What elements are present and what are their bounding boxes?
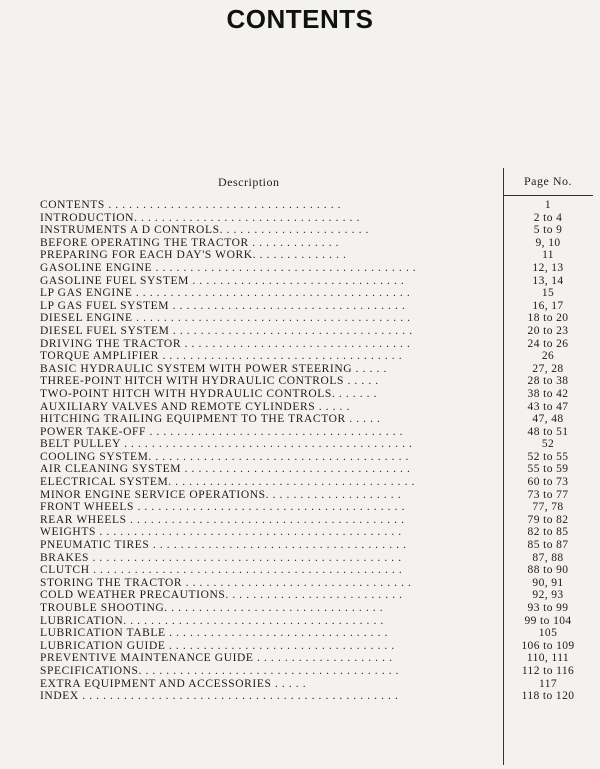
toc-entry	[40, 363, 600, 376]
toc-entry-title: COOLING SYSTEM. . . . . . . . . . . . . . . . . . . . . . . . . . . . . . . . . . . . . .	[40, 450, 410, 463]
page-number-column-header: Page No.	[524, 174, 572, 188]
toc-entry	[40, 514, 600, 527]
toc-entry-page: 118 to 120	[521, 690, 575, 703]
toc-entry	[40, 438, 600, 451]
description-column-header: Description	[218, 175, 280, 189]
toc-entry-page: 106 to 109	[521, 639, 575, 652]
toc-entry-page: 79 to 82	[527, 513, 569, 526]
toc-entry-title: CLUTCH . . . . . . . . . . . . . . . . . . . . . . . . . . . . . . . . . . . . . . . . . . . . .	[40, 564, 403, 577]
toc-entry-title: CONTENTS . . . . . . . . . . . . . . . . . . . . . . . . . . . . . . . . . .	[40, 199, 342, 211]
toc-entry-title: HITCHING TRAILING EQUIPMENT TO THE TRACTOR . . . . .	[40, 413, 381, 426]
toc-entry-title: WEIGHTS . . . . . . . . . . . . . . . . . . . . . . . . . . . . . . . . . . . . . . . . . . . .	[40, 526, 402, 539]
toc-entry-page: 16, 17	[532, 299, 564, 312]
toc-entry-title: LP GAS ENGINE . . . . . . . . . . . . . . . . . . . . . . . . . . . . . . . . . . . . . . . .	[40, 287, 411, 300]
toc-entry-title: GASOLINE ENGINE . . . . . . . . . . . . . . . . . . . . . . . . . . . . . . . . . . . . . .	[40, 261, 417, 274]
toc-entry-page: 24 to 26	[527, 337, 569, 350]
toc-entry-page: 105	[538, 627, 558, 640]
toc-entry-title: INTRODUCTION. . . . . . . . . . . . . . . . . . . . . . . . . . . . . . . . .	[40, 211, 360, 224]
toc-entry-page: 27, 28	[532, 362, 564, 375]
toc-entry-page: 85 to 87	[527, 539, 569, 552]
toc-entry-page: 73 to 77	[527, 488, 569, 501]
toc-entry-title: AUXILIARY VALVES AND REMOTE CYLINDERS . . . . .	[40, 400, 350, 413]
toc-entry-title: COLD WEATHER PRECAUTIONS. . . . . . . . . . . . . . . . . . . . . . . . . .	[40, 589, 403, 602]
toc-entry-page: 11	[542, 249, 554, 262]
toc-entry-page: 55 to 59	[527, 463, 569, 476]
toc-entry-title: BASIC HYDRAULIC SYSTEM WITH POWER STEERING . . . . .	[40, 362, 387, 375]
toc-entry-title: POWER TAKE-OFF . . . . . . . . . . . . . . . . . . . . . . . . . . . . . . . . . . . . .	[40, 425, 404, 438]
toc-entry-page: 93 to 99	[527, 602, 569, 614]
toc-entry-page: 9, 10	[535, 236, 561, 249]
page-title: CONTENTS	[226, 4, 374, 34]
toc-entry-page: 2 to 4	[533, 211, 563, 224]
toc-entry-page: 99 to 104	[524, 614, 572, 627]
toc-entry	[40, 287, 600, 300]
toc-entry-title: AIR CLEANING SYSTEM . . . . . . . . . . . . . . . . . . . . . . . . . . . . . . . . .	[40, 463, 411, 476]
toc-entry-page: 18 to 20	[527, 312, 569, 325]
toc-entry-title: SPECIFICATIONS. . . . . . . . . . . . . . . . . . . . . . . . . . . . . . . . . . . . . .	[40, 664, 400, 677]
toc-entry	[40, 526, 600, 539]
toc-entry	[40, 212, 600, 225]
header-rule	[503, 195, 593, 196]
toc-entry-title: GASOLINE FUEL SYSTEM . . . . . . . . . . . . . . . . . . . . . . . . . . . . . . .	[40, 274, 405, 287]
toc-entry-page: 60 to 73	[527, 476, 569, 489]
toc-entry	[40, 489, 600, 502]
toc-entry-title: INSTRUMENTS A D CONTROLS. . . . . . . . . . . . . . . . . . . . . .	[40, 224, 369, 237]
toc-entry-page: 112 to 116	[521, 664, 575, 677]
toc-entry-title: TWO-POINT HITCH WITH HYDRAULIC CONTROLS. . . . . . .	[40, 387, 378, 400]
toc-entry-page: 52	[541, 438, 555, 451]
toc-entry-title: PNEUMATIC TIRES . . . . . . . . . . . . . . . . . . . . . . . . . . . . . . . . . . . . .	[40, 539, 407, 552]
toc-entry-title: BRAKES . . . . . . . . . . . . . . . . . . . . . . . . . . . . . . . . . . . . . . . . . . . . .	[40, 551, 402, 564]
toc-entry	[40, 388, 600, 401]
toc-entry-page: 77, 78	[532, 501, 564, 514]
toc-entry-page: 12, 13	[532, 261, 564, 274]
toc-entry-title: PREPARING FOR EACH DAY'S WORK. . . . . . . . . . . . . .	[40, 249, 347, 262]
toc-entry-title: DRIVING THE TRACTOR . . . . . . . . . . . . . . . . . . . . . . . . . . . . . . . . .	[40, 337, 411, 350]
toc-entry	[40, 426, 600, 439]
toc-entry	[40, 300, 600, 313]
toc-entry	[40, 678, 600, 691]
toc-entry-title: ELECTRICAL SYSTEM. . . . . . . . . . . . . . . . . . . . . . . . . . . . . . . . . . . .	[40, 476, 416, 489]
toc-entry	[40, 640, 600, 653]
toc-entry	[40, 652, 600, 665]
toc-entry	[40, 262, 600, 275]
toc-entry-page: 20 to 23	[527, 324, 569, 337]
toc-entry-page: 47, 48	[532, 413, 564, 426]
toc-entry	[40, 564, 600, 577]
toc-entry-title: REAR WHEELS . . . . . . . . . . . . . . . . . . . . . . . . . . . . . . . . . . . . . . . .	[40, 513, 405, 526]
toc-entry	[40, 602, 600, 615]
toc-entry	[40, 463, 600, 476]
toc-entry	[40, 237, 600, 250]
toc-entry-page: 1	[544, 199, 552, 211]
toc-entry-page: 92, 93	[532, 589, 564, 602]
toc-entry	[40, 312, 600, 325]
toc-entry	[40, 627, 600, 640]
toc-entry-page: 26	[541, 350, 555, 363]
toc-entry	[40, 275, 600, 288]
toc-entry-page: 110, 111	[526, 652, 570, 665]
toc-entry-title: BEFORE OPERATING THE TRACTOR . . . . . . . . . . . . .	[40, 236, 340, 249]
toc-entry-title: FRONT WHEELS . . . . . . . . . . . . . . . . . . . . . . . . . . . . . . . . . . . . . . .	[40, 501, 406, 514]
toc-entry	[40, 690, 600, 703]
toc-entry	[40, 577, 600, 590]
toc-entry-page: 43 to 47	[527, 400, 569, 413]
toc-entry-title: BELT PULLEY . . . . . . . . . . . . . . . . . . . . . . . . . . . . . . . . . . . . . . . . . .	[40, 438, 413, 451]
toc-entry-page: 52 to 55	[527, 450, 569, 463]
toc-entry-page: 88 to 90	[527, 564, 569, 577]
toc-entry-title: LP GAS FUEL SYSTEM . . . . . . . . . . . . . . . . . . . . . . . . . . . . . . . . . .	[40, 299, 406, 312]
toc-entry-title: STORING THE TRACTOR . . . . . . . . . . . . . . . . . . . . . . . . . . . . . . . . .	[40, 576, 412, 589]
toc-entry-title: LUBRICATION GUIDE . . . . . . . . . . . . . . . . . . . . . . . . . . . . . . . . .	[40, 639, 395, 652]
toc-entry	[40, 350, 600, 363]
toc-entry	[40, 539, 600, 552]
toc-entry-page: 13, 14	[532, 274, 564, 287]
toc-entry	[40, 665, 600, 678]
toc-entry	[40, 451, 600, 464]
toc-entry-title: TROUBLE SHOOTING. . . . . . . . . . . . . . . . . . . . . . . . . . . . . . . .	[40, 602, 384, 614]
toc-entry-title: INDEX . . . . . . . . . . . . . . . . . . . . . . . . . . . . . . . . . . . . . . . . . . . . . .	[40, 690, 399, 703]
toc-entry	[40, 338, 600, 351]
toc-entry-title: PREVENTIVE MAINTENANCE GUIDE . . . . . . . . . . . . . . . . . . . .	[40, 652, 393, 665]
toc-entry	[40, 501, 600, 514]
toc-entry-page: 87, 88	[532, 551, 564, 564]
table-of-contents	[40, 199, 600, 703]
toc-entry-title: LUBRICATION TABLE . . . . . . . . . . . . . . . . . . . . . . . . . . . . . . . .	[40, 627, 389, 640]
toc-entry	[40, 375, 600, 388]
toc-entry-page: 82 to 85	[527, 526, 569, 539]
toc-entry	[40, 615, 600, 628]
toc-entry	[40, 224, 600, 237]
toc-entry	[40, 249, 600, 262]
toc-entry-title: MINOR ENGINE SERVICE OPERATIONS. . . . . . . . . . . . . . . . . . . .	[40, 488, 402, 501]
toc-entry-page: 38 to 42	[527, 387, 569, 400]
toc-entry	[40, 199, 600, 212]
toc-entry-title: DIESEL FUEL SYSTEM . . . . . . . . . . . . . . . . . . . . . . . . . . . . . . . . . . .	[40, 324, 413, 337]
toc-entry	[40, 413, 600, 426]
toc-entry-page: 90, 91	[532, 576, 564, 589]
toc-entry-title: TORQUE AMPLIFIER . . . . . . . . . . . . . . . . . . . . . . . . . . . . . . . . . . .	[40, 350, 403, 363]
toc-entry-page: 28 to 38	[527, 375, 569, 388]
toc-entry-title: EXTRA EQUIPMENT AND ACCESSORIES . . . . .	[40, 677, 307, 690]
toc-entry	[40, 401, 600, 414]
toc-entry	[40, 325, 600, 338]
toc-entry	[40, 552, 600, 565]
toc-entry-page: 48 to 51	[527, 425, 569, 438]
toc-entry-page: 15	[541, 287, 555, 300]
toc-entry-title: DIESEL ENGINE . . . . . . . . . . . . . . . . . . . . . . . . . . . . . . . . . . . . . . . .	[40, 312, 411, 325]
toc-entry-title: LUBRICATION. . . . . . . . . . . . . . . . . . . . . . . . . . . . . . . . . . . . . .	[40, 614, 384, 627]
toc-entry	[40, 476, 600, 489]
toc-entry	[40, 589, 600, 602]
toc-entry-page: 117	[538, 677, 558, 690]
toc-entry-page: 5 to 9	[533, 224, 563, 237]
toc-entry-title: THREE-POINT HITCH WITH HYDRAULIC CONTROLS . . . . .	[40, 375, 379, 388]
